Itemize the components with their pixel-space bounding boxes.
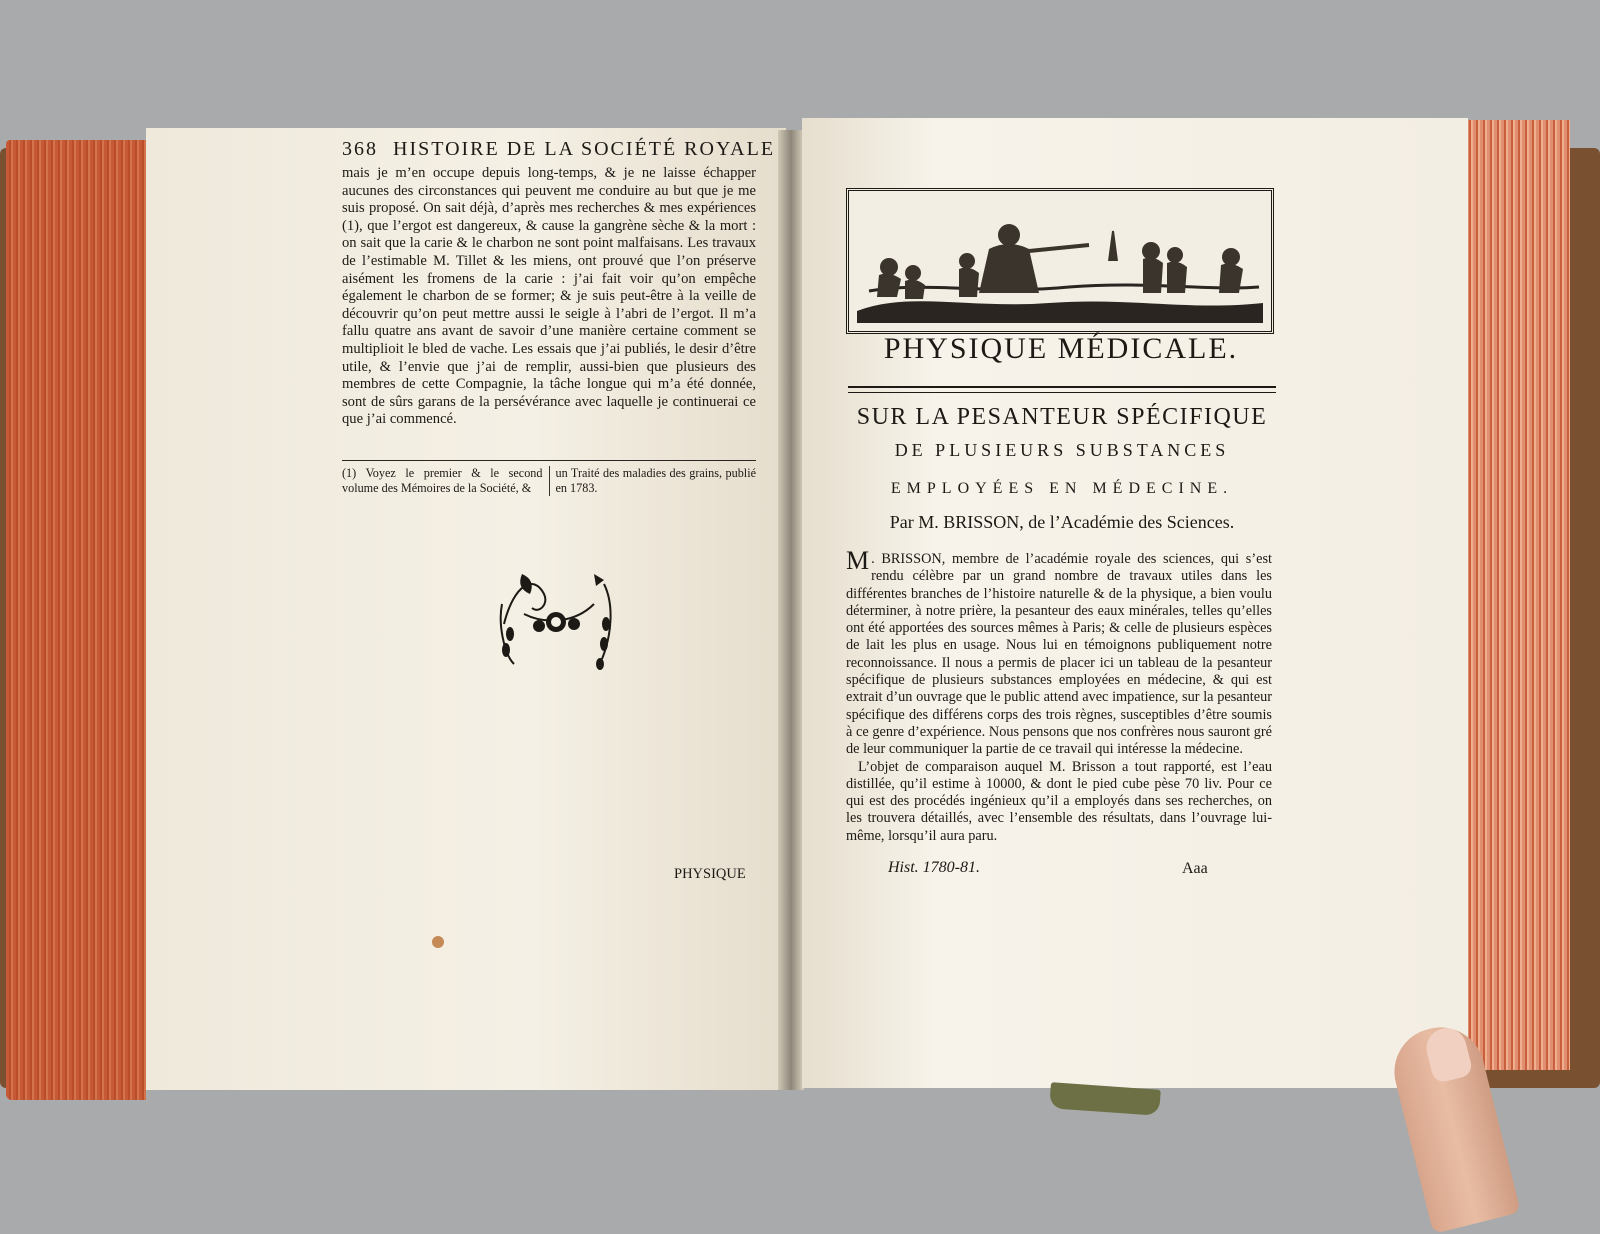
engraved-vignette [846, 188, 1274, 334]
paper-stain [432, 936, 444, 948]
paragraph-1 [846, 546, 1272, 759]
floral-ornament-icon [494, 564, 620, 672]
running-head-title: HISTOIRE DE LA SOCIÉTÉ ROYALE [393, 138, 776, 160]
right-page-edges [1466, 120, 1570, 1070]
paragraph-2: L’objet de comparaison auquel M. Brisson a tout rapporté, est l’eau distillée, qu’il estime à 10000, & dont le pied cube pèse 70 liv. Pour ce qui est des procédés ingénieux qu’il a employés dans ses recherches, on les trouvera détaillés, avec l’ensemble des résultats, dans l’ouvrage lui-même, lorsqu’il aura paru. [846, 758, 1272, 844]
gutter [778, 130, 804, 1090]
footnote-rule [342, 460, 756, 461]
byline: Par M. BRISSON, de l’Académie des Sciences. [889, 512, 1235, 532]
article-title-line-1: SUR LA PESANTEUR SPÉCIFIQUE [856, 404, 1268, 430]
page-title: PHYSIQUE MÉDICALE. [883, 332, 1239, 365]
footnote-column-2: un Traité des maladies des grains, publié en 1783. [555, 466, 756, 495]
article-title-line-2: DE PLUSIEURS SUBSTANCES [894, 440, 1230, 460]
article-body [846, 546, 1272, 845]
signature-mark: Hist. 1780-81. [888, 859, 980, 876]
drop-cap: M [846, 546, 870, 575]
footnote [342, 466, 756, 496]
catchword: PHYSIQUE [674, 866, 746, 882]
page-number: 368 [342, 138, 378, 160]
gathering-signature: Aaa [1182, 860, 1208, 877]
title-rule [848, 386, 1276, 393]
article-title-line-3: EMPLOYÉES EN MÉDECINE. [890, 480, 1234, 497]
left-page [146, 128, 786, 1090]
footnote-column-1: (1) Voyez le premier & le second volume des Mémoires de la Société, & [342, 466, 550, 496]
paragraph-1-text: . BRISSON, membre de l’académie royale des sciences, qui s’est rendu célèbre par un grand nombre de travaux utiles dans les différentes branches de l’histoire naturelle & de la physique, a bien voulu déterminer, à notre prière, la pesanteur des eaux minérales, telles qu’elles ont été apportées des sources mêmes à Paris; & celle de plusieurs espèces de lait les plus en usage. Nous lui en témoignons publiquement notre reconnoissance. Il nous a permis de placer ici un tableau de la pesanteur spécifique de plusieurs substances employées en médecine, & qui est extrait d’un ouvrage que le public attend avec impatience, sur la pesanteur spécifique des différens corps des trois règnes, susceptibles d’être soumis à ce genre d’expérience. Nous pensons que nos confrères nous sauront gré de leur communiquer la partie de ce travail qui intéresse la médecine. [846, 551, 1272, 758]
right-page [802, 118, 1468, 1088]
left-body-text: mais je m’en occupe depuis long-temps, & je ne laisse échapper aucunes des circonstances qui peuvent me conduire au but que je me suis proposé. On sait déjà, d’après mes recherches & mes expériences (1), que l’ergot est dangereux, & cause la gangrène sèche & la mort : on sait que la carie & le charbon ne sont point malfaisans. Les travaux de l’estimable M. Tillet & les miens, ont prouvé que l’on préserve aisément les fromens de la carie : j’ai fait voir qu’on empêche également le charbon de se former; & je suis peut-être à la veille de découvrir qu’on peut mettre aussi le seigle à l’abri de l’ergot. Il m’a fallu quatre ans avant de savoir d’une manière certaine comment se multiplioit le bled de vache. Les essais que j’ai publiés, le desir d’être utile, & l’envie que j’ai de remplir, aussi-bien que plusieurs des membres de cette Compagnie, la tâche longue qui m’a été donnée, sont de sûrs garans de la persévérance avec laquelle je continuerai ce que j’ai commencé. [342, 165, 756, 428]
left-page-edges [6, 140, 146, 1100]
running-head [342, 138, 775, 161]
